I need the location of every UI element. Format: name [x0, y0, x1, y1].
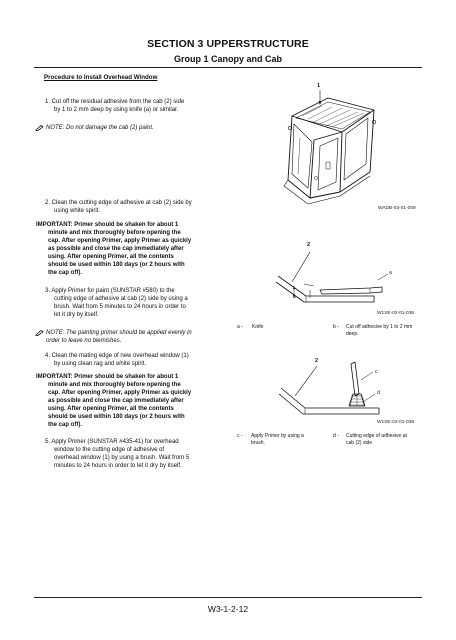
footer-rule [34, 597, 422, 598]
caption-b-text-1: Cut off adhesive by 1 to 2 mm [346, 324, 413, 330]
caption-b-text-2: deep. [346, 331, 359, 337]
fig3-callout-d: d [377, 390, 380, 396]
important-2-line-5: using. After opening Primer, all the contents [48, 406, 174, 412]
caption-d-text-1: Cutting edge of adhesive at [346, 433, 407, 439]
important-1-line-1: IMPORTANT: Primer should be shaken for about 1 [36, 222, 179, 228]
important-1-line-7: the cap off). [48, 270, 82, 276]
cab-illustration [270, 82, 400, 204]
important-2-line-7: the cap off). [48, 422, 82, 428]
fig2-callout-b: b [293, 294, 296, 300]
step-3-line-4: let it dry by itself. [54, 312, 99, 318]
fig3-callout-2: 2 [315, 358, 319, 364]
step-5-line-1: 5. Apply Primer (SUNSTAR #435-41) for overhead [45, 439, 179, 445]
section-title: SECTION 3 UPPERSTRUCTURE [147, 38, 309, 50]
primer-application-illustration [275, 358, 400, 420]
important-1-line-6: should be used within 180 days (or 2 hours with [48, 262, 185, 268]
caption-a-key: a - [237, 324, 243, 330]
page-number: W3-1-2-12 [207, 604, 249, 614]
important-2-line-3: cap. After opening Primer, apply Primer as quickly [48, 390, 192, 396]
important-1-line-2: minute and mix thoroughly before opening the [48, 230, 181, 236]
header-rule [34, 67, 422, 68]
step-3-line-3: brush. Wait from 5 minutes to 24 hours in order to [54, 304, 186, 310]
important-2-line-1: IMPORTANT: Primer should be shaken for about 1 [36, 374, 179, 380]
caption-d-key: d - [333, 433, 339, 439]
important-2-line-2: minute and mix thoroughly before opening the [48, 382, 181, 388]
pencil-icon [35, 125, 44, 131]
step-2-line-1: 2. Clean the cutting edge of adhesive at cab (2) side by [45, 200, 192, 206]
fig1-code: WADB-03-01-009 [378, 206, 416, 211]
caption-c-key: c - [237, 433, 243, 439]
fig1-callout-1: 1 [317, 83, 321, 89]
caption-d-text-2: cab (2) side [346, 440, 373, 446]
step-1-line-1: 1. Cut off the residual adhesive from the cab (2) side [45, 99, 185, 105]
important-1-line-4: as possible and close the cap immediately after [48, 246, 184, 252]
important-1-line-3: cap. After opening Primer, apply Primer as quickly [48, 238, 192, 244]
step-3-line-2: cutting edge of adhesive at cab (2) side by using a [54, 296, 188, 302]
important-2-line-6: should be used within 180 days (or 2 hours with [48, 414, 185, 420]
step-5-line-3: overhead window (1) by using a brush. Wait from 5 [54, 455, 190, 461]
group-title: Group 1 Canopy and Cab [173, 54, 282, 64]
note-1: NOTE: Do not damage the cab (2) paint. [46, 125, 154, 131]
fig2-callout-2: 2 [307, 242, 311, 248]
important-2-line-4: as possible and close the cap immediately after [48, 398, 184, 404]
knife-cutting-illustration [270, 240, 400, 310]
note-2-line-1: NOTE: The painting primer should be applied evenly in [46, 330, 192, 336]
procedure-title: Procedure to Install Overhead Window [44, 74, 158, 81]
fig2-callout-a: a [389, 270, 392, 276]
step-4-line-1: 4. Clean the mating edge of new overhead window (1) [45, 353, 189, 359]
caption-c-text-2: brush. [251, 440, 265, 446]
caption-b-key: b - [333, 324, 339, 330]
step-5-line-4: minutes to 24 hours in order to let it dry by itself. [54, 463, 182, 469]
step-2-line-2: using white spirit. [54, 208, 101, 214]
caption-a-text: Knife [252, 324, 264, 330]
important-1-line-5: using. After opening Primer, all the contents [48, 254, 174, 260]
fig2-code: W1SE-02-01-036 [377, 311, 415, 316]
step-5-line-2: window to the cutting edge of adhesive of [54, 447, 165, 453]
step-1-line-2: by 1 to 2 mm deep by using knife (a) or similar. [54, 107, 179, 113]
pencil-icon [35, 330, 44, 336]
step-4-line-2: by using clean rag and white spirit. [54, 361, 147, 367]
fig3-callout-c: c [375, 369, 378, 375]
note-2-line-2: order to leave no blemishes. [46, 338, 122, 344]
fig3-code: W1SE-02-01-038 [377, 420, 415, 425]
step-3-line-1: 3. Apply Primer for paint (SUNSTAR #580) to the [45, 288, 175, 294]
caption-c-text-1: Apply Primer by using a [251, 433, 304, 439]
